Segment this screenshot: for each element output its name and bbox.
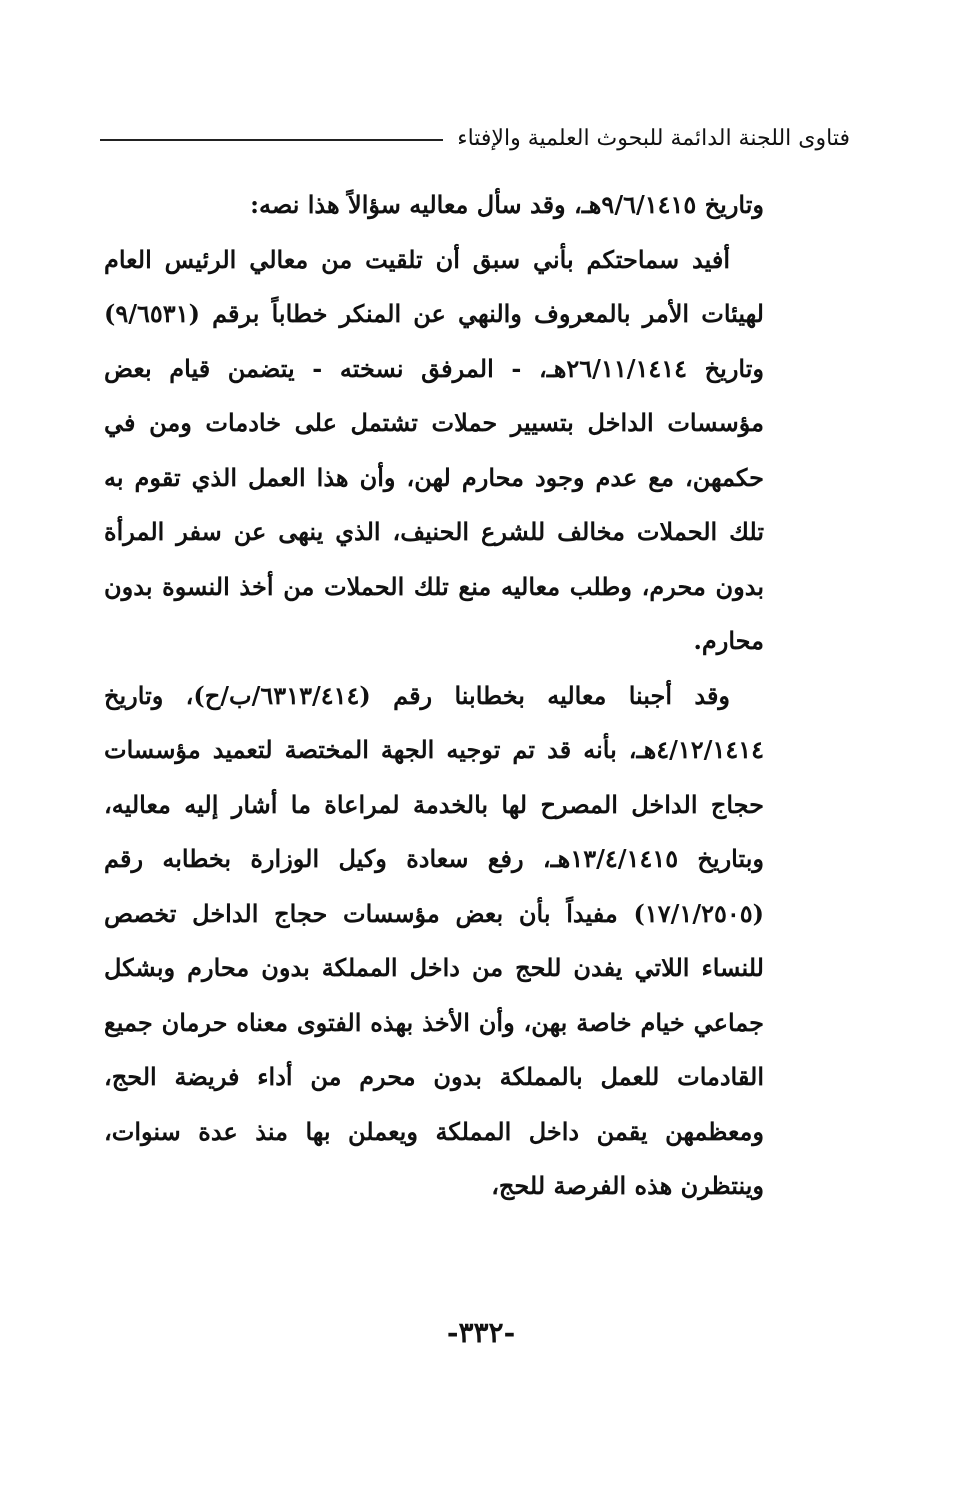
paragraph-3: وقد أجبنا معاليه بخطابنا رقم (٦٣١٣/٤١٤/ب/ح)، وتاريخ ٤/١٢/١٤١٤هـ، بأنه قد تم توجيه الجهة المختصة لتعميد مؤسسات حجاج الداخل المصرح لها بالخدمة لمراعاة ما أشار إليه معاليه، وبتاريخ ١٣/٤/١٤١٥هـ، رفع سعادة وكيل الوزارة بخطابه رقم (١٧/١/٢٥٠٥) مفيداً بأن بعض مؤسسات حجاج الداخل تخصص للنساء اللاتي يفدن للحج من داخل المملكة بدون محارم وبشكل جماعي خيام خاصة بهن، وأن الأخذ بهذه الفتوى معناه حرمان جميع القادمات للعمل بالمملكة بدون محرم من أداء فريضة الحج، ومعظمهن يقمن داخل المملكة ويعملن بها منذ عدة سنوات، وينتظرن هذه الفرصة للحج، bbox=[104, 680, 764, 1200]
body-text bbox=[104, 178, 764, 1214]
header-title: فتاوى اللجنة الدائمة للبحوث العلمية والإفتاء bbox=[457, 125, 850, 151]
running-header bbox=[100, 118, 850, 158]
paragraph-2: أفيد سماحتكم بأني سبق أن تلقيت من معالي الرئيس العام لهيئات الأمر بالمعروف والنهي عن المنكر خطاباً برقم (٩/٦٥٣١) وتاريخ ٢٦/١١/١٤١٤هـ، - المرفق نسخته - يتضمن قيام بعض مؤسسات الداخل بتسيير حملات تشتمل على خادمات ومن في حكمهن، مع عدم وجود محارم لهن، وأن هذا العمل الذي تقوم به تلك الحملات مخالف للشرع الحنيف، الذي ينهى عن سفر المرأة بدون محرم، وطلب معاليه منع تلك الحملات من أخذ النسوة بدون محارم. bbox=[104, 244, 765, 655]
header-rule bbox=[100, 139, 443, 141]
paragraph-1: وتاريخ ٩/٦/١٤١٥هـ، وقد سأل معاليه سؤالاً هذا نصه: bbox=[250, 190, 764, 219]
page-number: -٣٣٢- bbox=[446, 1316, 516, 1349]
